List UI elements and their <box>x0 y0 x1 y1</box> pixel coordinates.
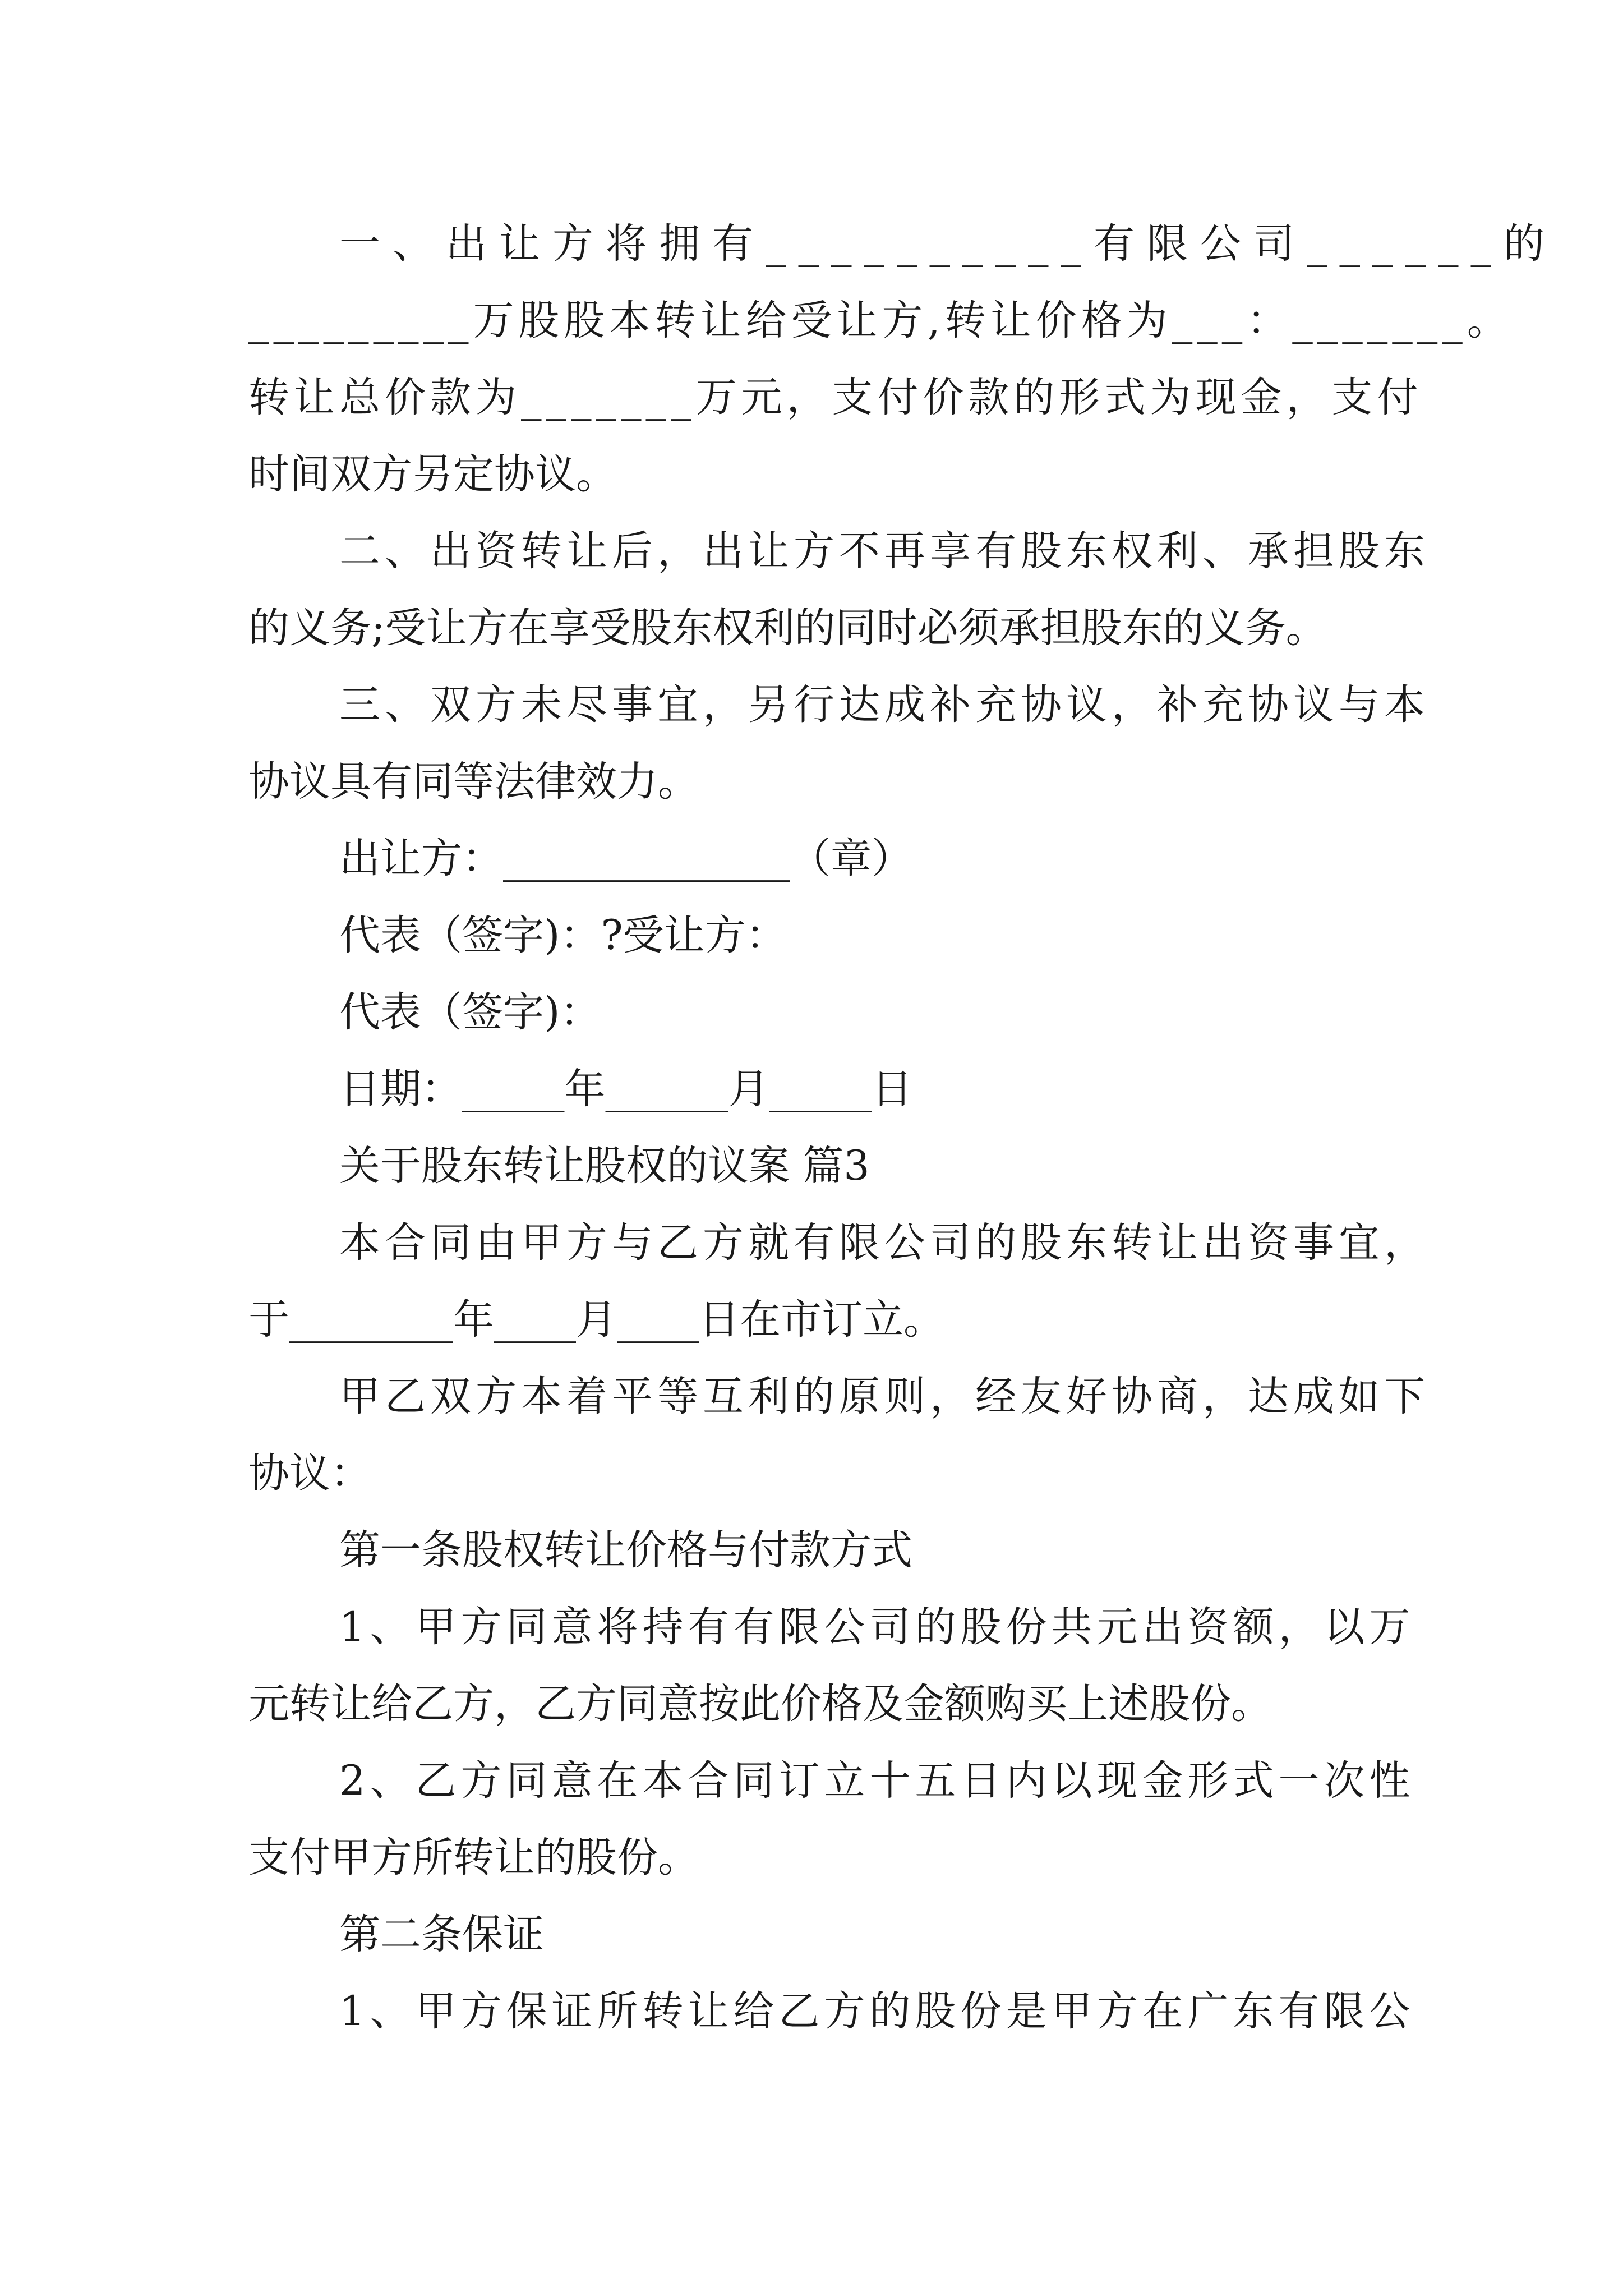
representative-line: 代表（签字)： <box>339 988 601 1036</box>
agreement-line-1: 甲乙双方本着平等互利的原则，经友好协商，达成如下 <box>339 1373 1430 1420</box>
clause-2-line-1: 二、出资转让后，出让方不再享有股东权利、承担股东 <box>339 527 1430 575</box>
article-1-item-1-line-2: 元转让给乙方，乙方同意按此价格及金额购买上述股份。 <box>248 1680 1272 1728</box>
contract-intro-line-2: 于________年____月____日在市订立。 <box>248 1296 944 1343</box>
article-1-item-1-line-1: 1、甲方同意将持有有限公司的股份共元出资额，以万 <box>339 1603 1415 1651</box>
transferor-signature-line: 出让方：______________（章） <box>339 835 912 882</box>
contract-intro-line-1: 本合同由甲方与乙方就有限公司的股东转让出资事宜， <box>339 1219 1430 1267</box>
clause-3-line-2: 协议具有同等法律效力。 <box>248 758 699 806</box>
clause-1-line-3: 转让总价款为_______万元，支付价款的形式为现金，支付 <box>248 374 1423 421</box>
clause-1-line-1: 一、出让方将拥有__________有限公司______的 <box>339 220 1557 268</box>
clause-2-line-2: 的义务;受让方在享受股东权利的同时必须承担股东的义务。 <box>248 604 1327 652</box>
clause-1-line-4: 时间双方另定协议。 <box>248 450 617 498</box>
article-1-heading: 第一条股权转让价格与付款方式 <box>339 1526 912 1574</box>
clause-3-line-1: 三、双方未尽事宜，另行达成补充协议，补充协议与本 <box>339 681 1430 729</box>
article-2-item-1-line-1: 1、甲方保证所转让给乙方的股份是甲方在广东有限公 <box>339 1987 1415 2035</box>
representative-transferee-line: 代表（签字)：?受让方： <box>339 912 787 959</box>
agreement-line-2: 协议： <box>248 1450 371 1497</box>
date-line: 日期：_____年______月_____日 <box>339 1065 912 1113</box>
section-heading: 关于股东转让股权的议案 篇3 <box>339 1142 870 1190</box>
article-1-item-2-line-2: 支付甲方所转让的股份。 <box>248 1834 699 1881</box>
article-1-item-2-line-1: 2、乙方同意在本合同订立十五日内以现金形式一次性 <box>339 1757 1415 1805</box>
article-2-heading: 第二条保证 <box>339 1911 544 1958</box>
clause-1-line-2: _________万股股本转让给受让方,转让价格为___：_______。 <box>248 297 1513 344</box>
